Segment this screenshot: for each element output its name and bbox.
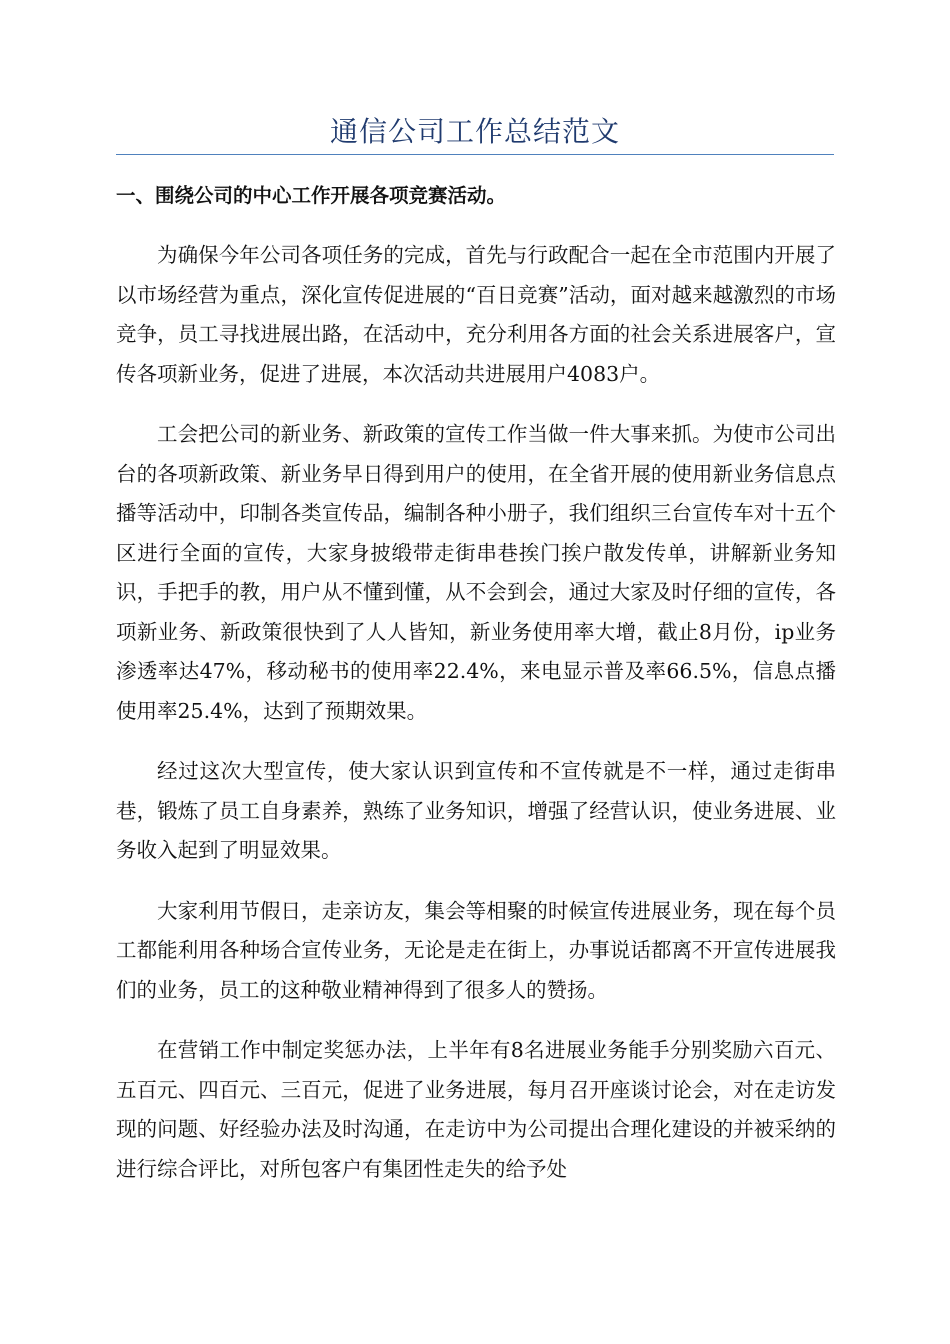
document-title: 通信公司工作总结范文	[329, 115, 620, 148]
paragraph-4: 大家利用节假日，走亲访友，集会等相聚的时候宣传进展业务，现在每个员工都能利用各种场合宣传业务，无论是走在街上，办事说话都离不开宣传进展我们的业务，员工的这种敬业精神得到了很多人的赞扬。	[116, 898, 836, 1002]
paragraph-3: 经过这次大型宣传，使大家认识到宣传和不宣传就是不一样，通过走街串巷，锻炼了员工自身素养，熟练了业务知识，增强了经营认识，使业务进展、业务收入起到了明显效果。	[116, 759, 836, 862]
document-body	[116, 174, 836, 1210]
title-underline	[116, 154, 834, 155]
paragraph-2: 工会把公司的新业务、新政策的宣传工作当做一件大事来抓。为使市公司出台的各项新政策、新业务早日得到用户的使用，在全省开展的使用新业务信息点播等活动中，印制各类宣传品，编制各种小册子，我们组织三台宣传车对十五个区进行全面的宣传，大家身披缎带走街串巷挨门挨户散发传单，讲解新业务知识，手把手的教，用户从不懂到懂，从不会到会，通过大家及时仔细的宣传，各项新业务、新政策很快到了人人皆知，新业务使用率大增，截止8月份，ip业务渗透率达47%，移动秘书的使用率22.4%，来电显示普及率66.5%，信息点播使用率25.4%，达到了预期效果。	[116, 422, 836, 723]
paragraph-5: 在营销工作中制定奖惩办法，上半年有8名进展业务能手分别奖励六百元、五百元、四百元、三百元，促进了业务进展，每月召开座谈讨论会，对在走访发现的问题、好经验办法及时沟通，在走访中为公司提出合理化建设的并被采纳的进行综合评比，对所包客户有集团性走失的给予处	[116, 1038, 836, 1181]
section-heading: 一、围绕公司的中心工作开展各项竞赛活动。	[116, 184, 507, 207]
paragraph-1: 为确保今年公司各项任务的完成，首先与行政配合一起在全市范围内开展了以市场经营为重点，深化宣传促进展的“百日竞赛”活动，面对越来越激烈的市场竞争，员工寻找进展出路，在活动中，充分利用各方面的社会关系进展客户，宣传各项新业务，促进了进展，本次活动共进展用户4083户。	[116, 243, 836, 386]
